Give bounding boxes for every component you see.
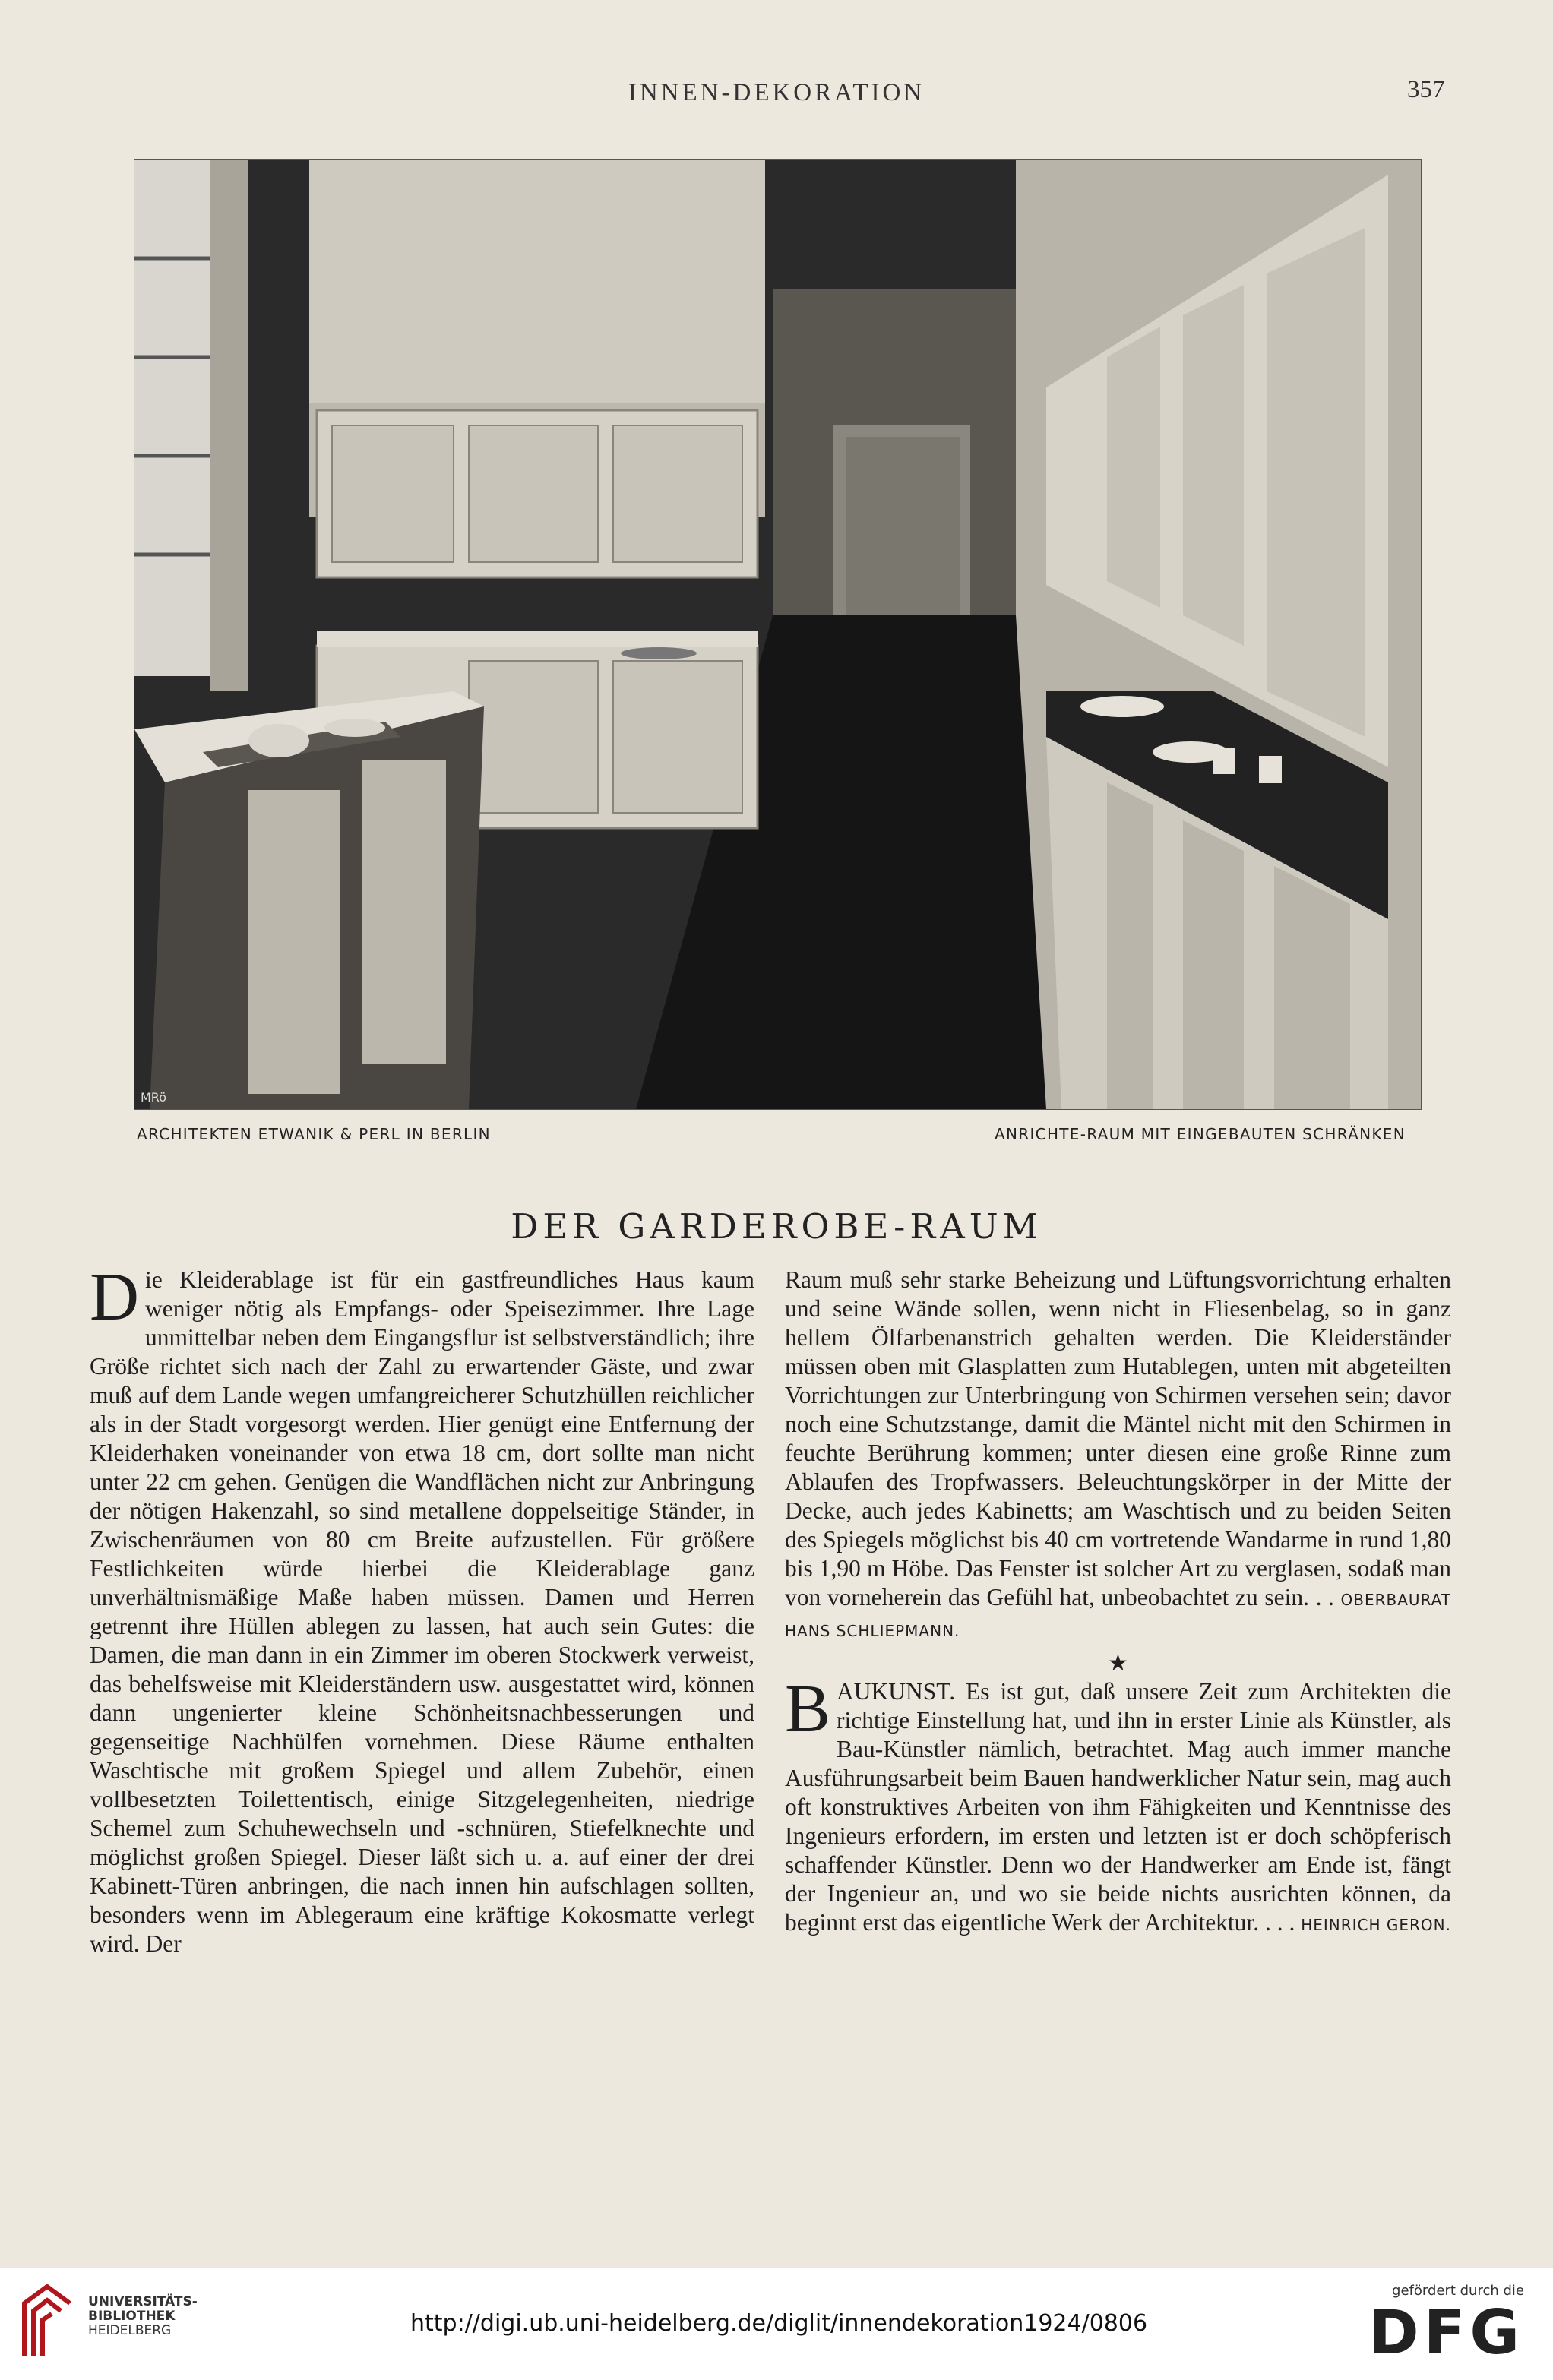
article-text-right: Raum muß sehr starke Beheizung und Lüftungsvorrichtung erhalten und seine Wände sollen, wenn nicht in Fliesenbelag, so in ganz hellem Ölfarbenanstrich gehalten werden. Die Kleiderständer müssen oben mit Glasplatten zum Hutablegen, unten mit abgeteilten Vorrichtungen zur Unterbringung von Schirmen versehen sein; davor noch eine Schutzstange, damit die Mäntel nicht mit den Schirmen in feuchte Berührung kommen; unter diesen eine große Rinne zum Ablaufen des Tropfwassers. Beleuchtungskörper in der Mitte der Decke, auch jedes Kabinetts; am Waschtisch und zu beiden Seiten des Spiegels möglichst bis 40 cm vortretende Wandarme in rund 1,80 bis 1,90 m Höbe. Das Fenster ist solcher Art zu verglasen, sodaß man von vorneherein das Gefühl hat, unbeobachtet zu sein. . . (785, 1266, 1451, 1610)
article-paragraph-1 (90, 1260, 754, 1958)
library-logo-icon (17, 2280, 76, 2364)
article-column-right (785, 1266, 1451, 1939)
article-paragraph-2 (785, 1266, 1451, 1645)
library-line-3: HEIDELBERG (88, 2323, 172, 2338)
page-number: 357 (1407, 76, 1445, 103)
digitization-footer (0, 2268, 1553, 2380)
photo-illustration (134, 160, 1421, 1109)
photo-caption-architects: ARCHITEKTEN ETWANIK & PERL IN BERLIN (137, 1125, 491, 1143)
dropcap-b: B (785, 1671, 831, 1746)
author-geron: HEINRICH GERON. (1301, 1916, 1451, 1934)
source-url-link[interactable]: http://digi.ub.uni-heidelberg.de/diglit/innendekoration1924/0806 (410, 2310, 1148, 2337)
dropcap-d: D (90, 1260, 139, 1335)
article-title: DER GARDEROBE-RAUM (511, 1206, 1042, 1247)
library-line-2: BIBLIOTHEK (88, 2309, 176, 2324)
photo-monogram: MRö (141, 1090, 166, 1105)
separator-star: ★ (1108, 1651, 1128, 1676)
library-name (88, 2295, 198, 2338)
kitchen-photograph (134, 160, 1421, 1109)
running-title: INNEN-DEKORATION (628, 79, 925, 106)
article-paragraph-3 (785, 1671, 1451, 1939)
author-schliepmann: OBERBAURAT HANS SCHLIEPMANN. (785, 1591, 1451, 1640)
article-column-left (90, 1260, 754, 1958)
library-line-1: UNIVERSITÄTS- (88, 2294, 198, 2309)
photo-caption-room: ANRICHTE-RAUM MIT EINGEBAUTEN SCHRÄNKEN (995, 1125, 1406, 1143)
dfg-logo: DFG (1368, 2297, 1524, 2368)
article-text-baukunst: AUKUNST. Es ist gut, daß unsere Zeit zum Architekten die richtige Einstellung hat, und ihn in erster Linie als Künstler, als Bau-Künstler nämlich, betrachtet. Mag auch immer manche Ausführungsarbeit beim Bauen handwerklicher Natur sein, mag auch oft konstruktives Arbeiten von ihm Fähigkeiten und Kenntnisse des Ingenieurs erfordern, im ersten und letzten ist er doch schöpferisch schaffender Künstler. Denn wo der Handwerker am Ende ist, fängt der Ingenieur an, und wo sie beide nichts ausrichten können, da beginnt erst das eigentliche Werk der Architektur. . . . (785, 1678, 1451, 1936)
funder-note: gefördert durch die (1392, 2283, 1524, 2299)
article-text-left: ie Kleiderablage ist für ein gastfreundliches Haus kaum weniger nötig als Empfangs- oder Speisezimmer. Ihre Lage unmittelbar neben dem Eingangsflur ist selbstverständlich; ihre Größe richtet sich nach der Zahl zu erwartender Gäste, und zwar muß auf dem Lande wegen umfangreicherer Schutzhüllen reichlicher als in der Stadt vorgesorgt werden. Hier genügt eine Entfernung der Kleiderhaken voneinander von etwa 18 cm, dort sollte man nicht unter 22 cm gehen. Genügen die Wandflächen nicht zur Anbringung der nötigen Hakenzahl, so sind metallene doppelseitige Ständer, in Zwischenräumen von 80 cm Breite aufzustellen. Für größere Festlichkeiten würde hierbei die Kleiderablage ganz unverhältnismäßige Maße haben müssen. Damen und Herren getrennt ihre Hüllen ablegen zu lassen, hat auch sein Gutes: die Damen, die man dann in ein Zimmer im oberen Stockwerk verweist, das behelfsweise mit Kleiderständern usw. ausgestattet wird, können dann ungenierter kleine Schönheitsnachbesserungen und gegenseitige Nachhülfen vornehmen. Diese Räume enthalten Waschtische mit großem Spiegel und allem Zubehör, einen vollbesetzten Toilettentisch, einige Sitzgelegenheiten, niedrige Schemel zum Schuhewechseln und -schnüren, Stiefelknechte und möglichst großen Spiegel. Dieser läßt sich u. a. auf einer der drei Kabinett-Türen anbringen, die nach innen hin aufschlagen sollten, besonders wenn im Ablegeraum eine kräftige Kokosmatte verlegt wird. Der (90, 1266, 754, 1957)
